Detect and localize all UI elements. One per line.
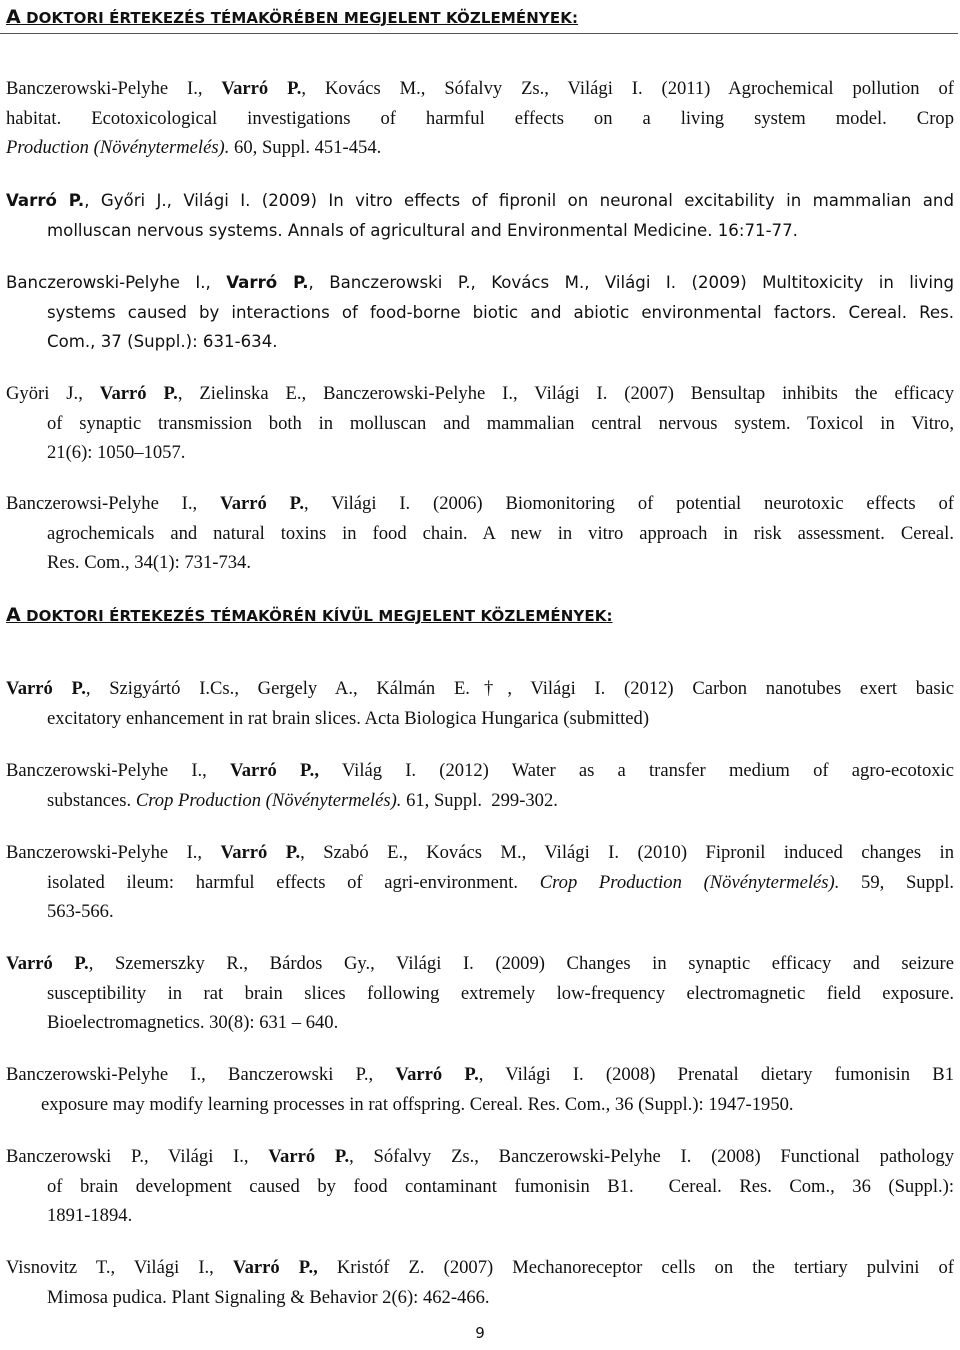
page-number: 9	[475, 1324, 485, 1342]
reference-line: 563-566.	[47, 901, 114, 922]
reference-line: Banczerowski-Pelyhe I., Varró P., Világ I. (2012) Water as a transfer medium of agro-ecotoxic	[6, 760, 954, 781]
reference-line: Varró P., Szigyártó I.Cs., Gergely A., Kálmán E.†, Világi I. (2012) Carbon nanotubes exert basic	[6, 678, 954, 699]
reference-line: excitatory enhancement in rat brain slices. Acta Biologica Hungarica (submitted)	[47, 707, 650, 729]
reference-line: exposure may modify learning processes in rat offspring. Cereal. Res. Com., 36 (Suppl.): 1947-1950.	[41, 1093, 794, 1115]
reference-line: Com., 37 (Suppl.): 631-634.	[47, 332, 278, 351]
reference-entry	[6, 1253, 954, 1312]
reference-line: Banczerowski-Pelyhe I., Varró P., Kovács M., Sófalvy Zs., Világi I. (2011) Agrochemical pollution of	[6, 78, 954, 99]
reference-line: Banczerowski-Pelyhe I., Varró P., Banczerowski P., Kovács M., Világi I. (2009) Multitoxicity in living	[6, 273, 954, 292]
reference-entry	[6, 838, 954, 927]
reference-line: Visnovitz T., Világi I., Varró P., Kristóf Z. (2007) Mechanoreceptor cells on the tertiary pulvini of	[6, 1257, 954, 1278]
reference-line: of synaptic transmission both in molluscan and mammalian central nervous system. Toxicol in Vitro,	[47, 412, 954, 434]
reference-entry	[6, 74, 954, 163]
reference-line: Varró P., Szemerszky R., Bárdos Gy., Világi I. (2009) Changes in synaptic efficacy and seizure	[6, 953, 954, 974]
reference-line: Györi J., Varró P., Zielinska E., Banczerowski-Pelyhe I., Világi I. (2007) Bensultap inhibits the efficacy	[6, 383, 954, 404]
reference-line: Banczerowski-Pelyhe I., Banczerowski P., Varró P., Világi I. (2008) Prenatal dietary fumonisin B1	[6, 1064, 954, 1085]
reference-line: susceptibility in rat brain slices following extremely low-frequency electromagnetic field exposure.	[47, 982, 954, 1004]
reference-entry	[6, 1060, 954, 1119]
reference-line: Varró P., Győri J., Világi I. (2009) In vitro effects of fipronil on neuronal excitability in mammalian and	[6, 191, 954, 210]
reference-entry	[6, 1142, 954, 1231]
reference-entry	[6, 949, 954, 1038]
reference-entry	[6, 674, 954, 733]
reference-entry	[6, 756, 954, 815]
reference-line: Banczerowski P., Világi I., Varró P., Sófalvy Zs., Banczerowski-Pelyhe I. (2008) Functional pathology	[6, 1146, 954, 1167]
top-rule	[0, 33, 958, 34]
reference-entry	[6, 489, 954, 578]
section-heading-outside-topic: A DOKTORI ÉRTEKEZÉS TÉMAKÖRÉN KÍVÜL MEGJELENT KÖZLEMÉNYEK:	[6, 604, 613, 626]
reference-line: molluscan nervous systems. Annals of agricultural and Environmental Medicine. 16:71-77.	[47, 220, 798, 240]
reference-line: of brain development caused by food contaminant fumonisin B1. Cereal. Res. Com., 36 (Suppl.):	[47, 1175, 954, 1197]
reference-line: 21(6): 1050–1057.	[47, 442, 186, 463]
reference-line: Production (Növénytermelés). 60, Suppl. 451-454.	[6, 137, 382, 158]
reference-line: 1891-1894.	[47, 1205, 133, 1226]
reference-entry	[6, 268, 954, 357]
section-heading-in-topic: A DOKTORI ÉRTEKEZÉS TÉMAKÖRÉBEN MEGJELENT KÖZLEMÉNYEK:	[6, 6, 579, 28]
reference-line: systems caused by interactions of food-borne biotic and abiotic environmental factors. Cereal. Res.	[47, 302, 954, 322]
reference-line: isolated ileum: harmful effects of agri-environment. Crop Production (Növénytermelés). 59, Suppl.	[47, 871, 955, 893]
reference-entry	[6, 379, 954, 468]
reference-line: agrochemicals and natural toxins in food chain. A new in vitro approach in risk assessment. Cereal.	[47, 522, 954, 544]
reference-line: Banczerowsi-Pelyhe I., Varró P., Világi I. (2006) Biomonitoring of potential neurotoxic effects of	[6, 493, 954, 514]
reference-line: Mimosa pudica. Plant Signaling & Behavior 2(6): 462-466.	[47, 1286, 490, 1308]
reference-line: substances. Crop Production (Növénytermelés). 61, Suppl. 299-302.	[47, 789, 558, 811]
reference-line: Banczerowski-Pelyhe I., Varró P., Szabó E., Kovács M., Világi I. (2010) Fipronil induced changes in	[6, 842, 954, 863]
reference-line: Res. Com., 34(1): 731-734.	[47, 552, 252, 573]
reference-line: habitat. Ecotoxicological investigations of harmful effects on a living system model. Crop	[6, 107, 954, 129]
reference-line: Bioelectromagnetics. 30(8): 631 – 640.	[47, 1012, 339, 1033]
reference-entry	[6, 186, 954, 245]
